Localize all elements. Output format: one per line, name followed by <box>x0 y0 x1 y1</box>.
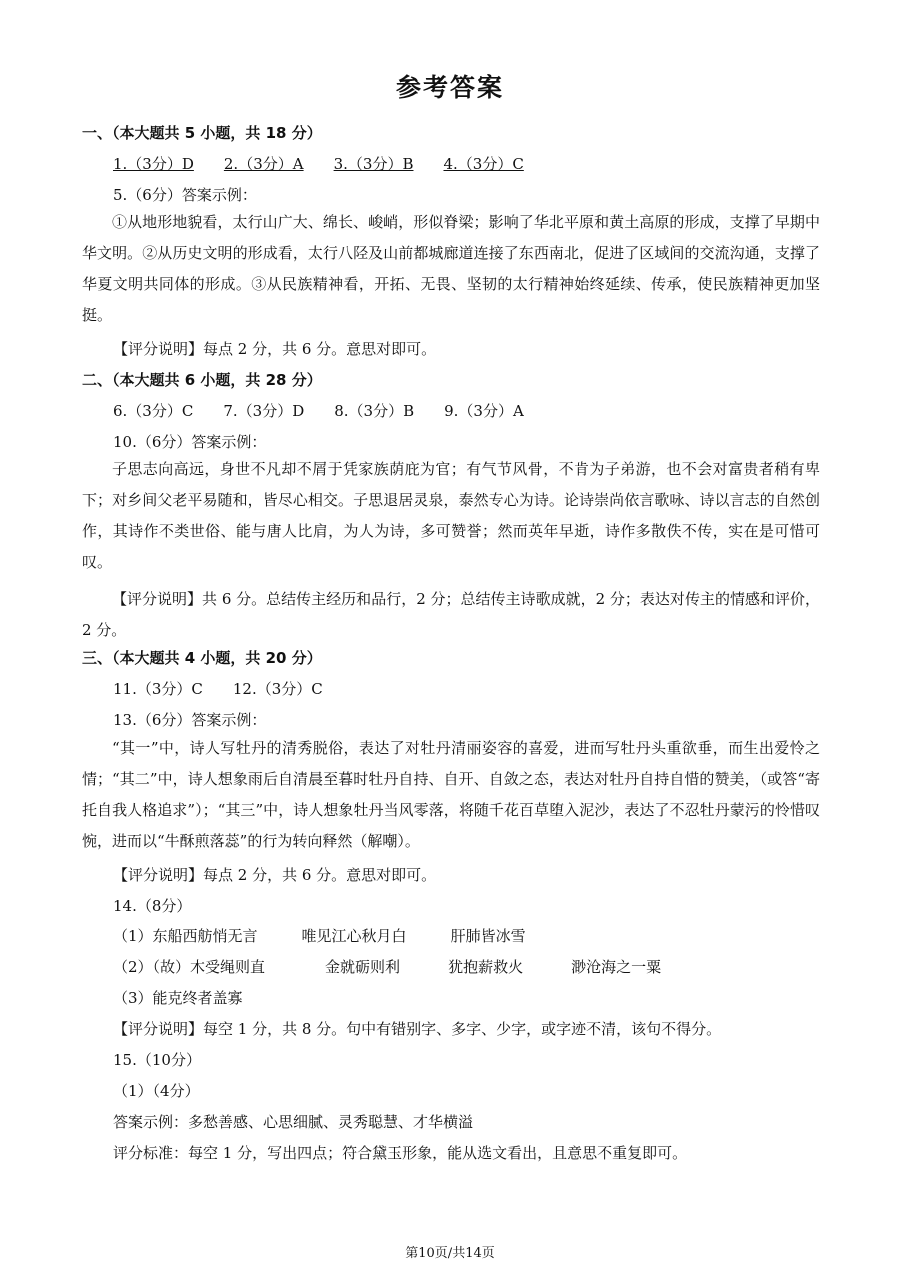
q14-line-1 <box>113 926 526 946</box>
q15-label: 15.（10分） <box>113 1051 201 1069</box>
q5-label: 5.（6分）答案示例： <box>113 186 257 204</box>
answer-6: 6.（3分）C <box>113 402 194 420</box>
section-1-answers <box>113 154 524 174</box>
q13-label: 13.（6分）答案示例： <box>113 711 267 729</box>
section-3-header: 三、（本大题共 4 小题，共 20 分） <box>82 649 322 667</box>
answer-8: 8.（3分）B <box>334 402 415 420</box>
q5-scoring: 【评分说明】每点 2 分，共 6 分。意思对即可。 <box>113 340 437 358</box>
q14-blank: 唯见江心秋月白 <box>301 927 407 945</box>
page-title: 参考答案 <box>395 73 504 102</box>
answer-11: 11.（3分）C <box>113 680 203 698</box>
section-2-header: 二、（本大题共 6 小题，共 28 分） <box>82 371 322 389</box>
answer-7: 7.（3分）D <box>223 402 305 420</box>
answer-1: 1.（3分）D <box>113 155 194 173</box>
q14-blank: 渺沧海之一粟 <box>571 958 662 976</box>
q10-label: 10.（6分）答案示例： <box>113 433 267 451</box>
q13-scoring: 【评分说明】每点 2 分，共 6 分。意思对即可。 <box>113 866 437 884</box>
q13-answer-text: “其一”中，诗人写牡丹的清秀脱俗，表达了对牡丹清丽姿容的喜爱，进而写牡丹头重欲垂，而生出爱怜之情；“其二”中，诗人想象雨后自清晨至暮时牡丹自持、自开、自敛之态，表达对牡丹自持自惜的赞美，（或答“寄托自我人格追求”）；“其三”中，诗人想象牡丹当风零落，将随千花百草堕入泥沙，表达了不忍牡丹蒙污的怜惜叹惋，进而以“牛酥煎落蕊”的行为转向释然（解嘲）。 <box>82 739 820 850</box>
q15-answer: 答案示例：多愁善感、心思细腻、灵秀聪慧、才华横溢 <box>113 1113 474 1131</box>
q5-answer-text: ①从地形地貌看，太行山广大、绵长、峻峭，形似脊梁；影响了华北平原和黄土高原的形成，支撑了早期中华文明。②从历史文明的形成看，太行八陉及山前都城廊道连接了东西南北，促进了区域间的交流沟通，支撑了华夏文明共同体的形成。③从民族精神看，开拓、无畏、坚韧的太行精神始终延续、传承，使民族精神更加坚挺。 <box>82 213 820 324</box>
q14-blank: （1）东船西舫悄无言 <box>113 927 258 945</box>
q14-blank: 肝肺皆冰雪 <box>450 927 526 945</box>
section-3-answers <box>113 679 323 699</box>
q15-standard: 评分标准：每空 1 分，写出四点；符合黛玉形象，能从选文看出，且意思不重复即可。 <box>113 1144 688 1162</box>
q14-blank: （2）（故）木受绳则直 <box>113 958 266 976</box>
page-footer: 第10页/共14页 <box>405 1246 495 1261</box>
q14-blank: 犹抱薪救火 <box>448 958 524 976</box>
q14-scoring: 【评分说明】每空 1 分，共 8 分。句中有错别字、多字、少字，或字迹不清，该句不得分。 <box>113 1020 722 1038</box>
q10-answer-text: 子思志向高远，身世不凡却不屑于凭家族荫庇为官；有气节风骨，不肯为子弟游，也不会对富贵者稍有卑下；对乡间父老平易随和，皆尽心相交。子思退居灵泉，泰然专心为诗。论诗崇尚依言歌咏、诗以言志的自然创作，其诗作不类世俗、能与唐人比肩，为人为诗，多可赞誉；然而英年早逝，诗作多散佚不传，实在是可惜可叹。 <box>82 460 820 571</box>
q10-scoring: 【评分说明】共 6 分。总结传主经历和品行，2 分；总结传主诗歌成就，2 分；表达对传主的情感和评价，2 分。 <box>82 590 820 639</box>
q14-label: 14.（8分） <box>113 897 192 915</box>
q14-line-3: （3）能克终者盖寡 <box>113 989 243 1007</box>
q14-blank: 金就砺则利 <box>325 958 401 976</box>
answer-9: 9.（3分）A <box>444 402 524 420</box>
q14-line-2 <box>113 957 661 977</box>
section-2-answers <box>113 401 524 421</box>
answer-3: 3.（3分）B <box>333 155 414 173</box>
section-1-header: 一、（本大题共 5 小题，共 18 分） <box>82 124 322 142</box>
q15-sub-label: （1）（4分） <box>113 1082 200 1100</box>
answer-12: 12.（3分）C <box>232 680 323 698</box>
answer-2: 2.（3分）A <box>223 155 304 173</box>
answer-4: 4.（3分）C <box>443 155 524 173</box>
